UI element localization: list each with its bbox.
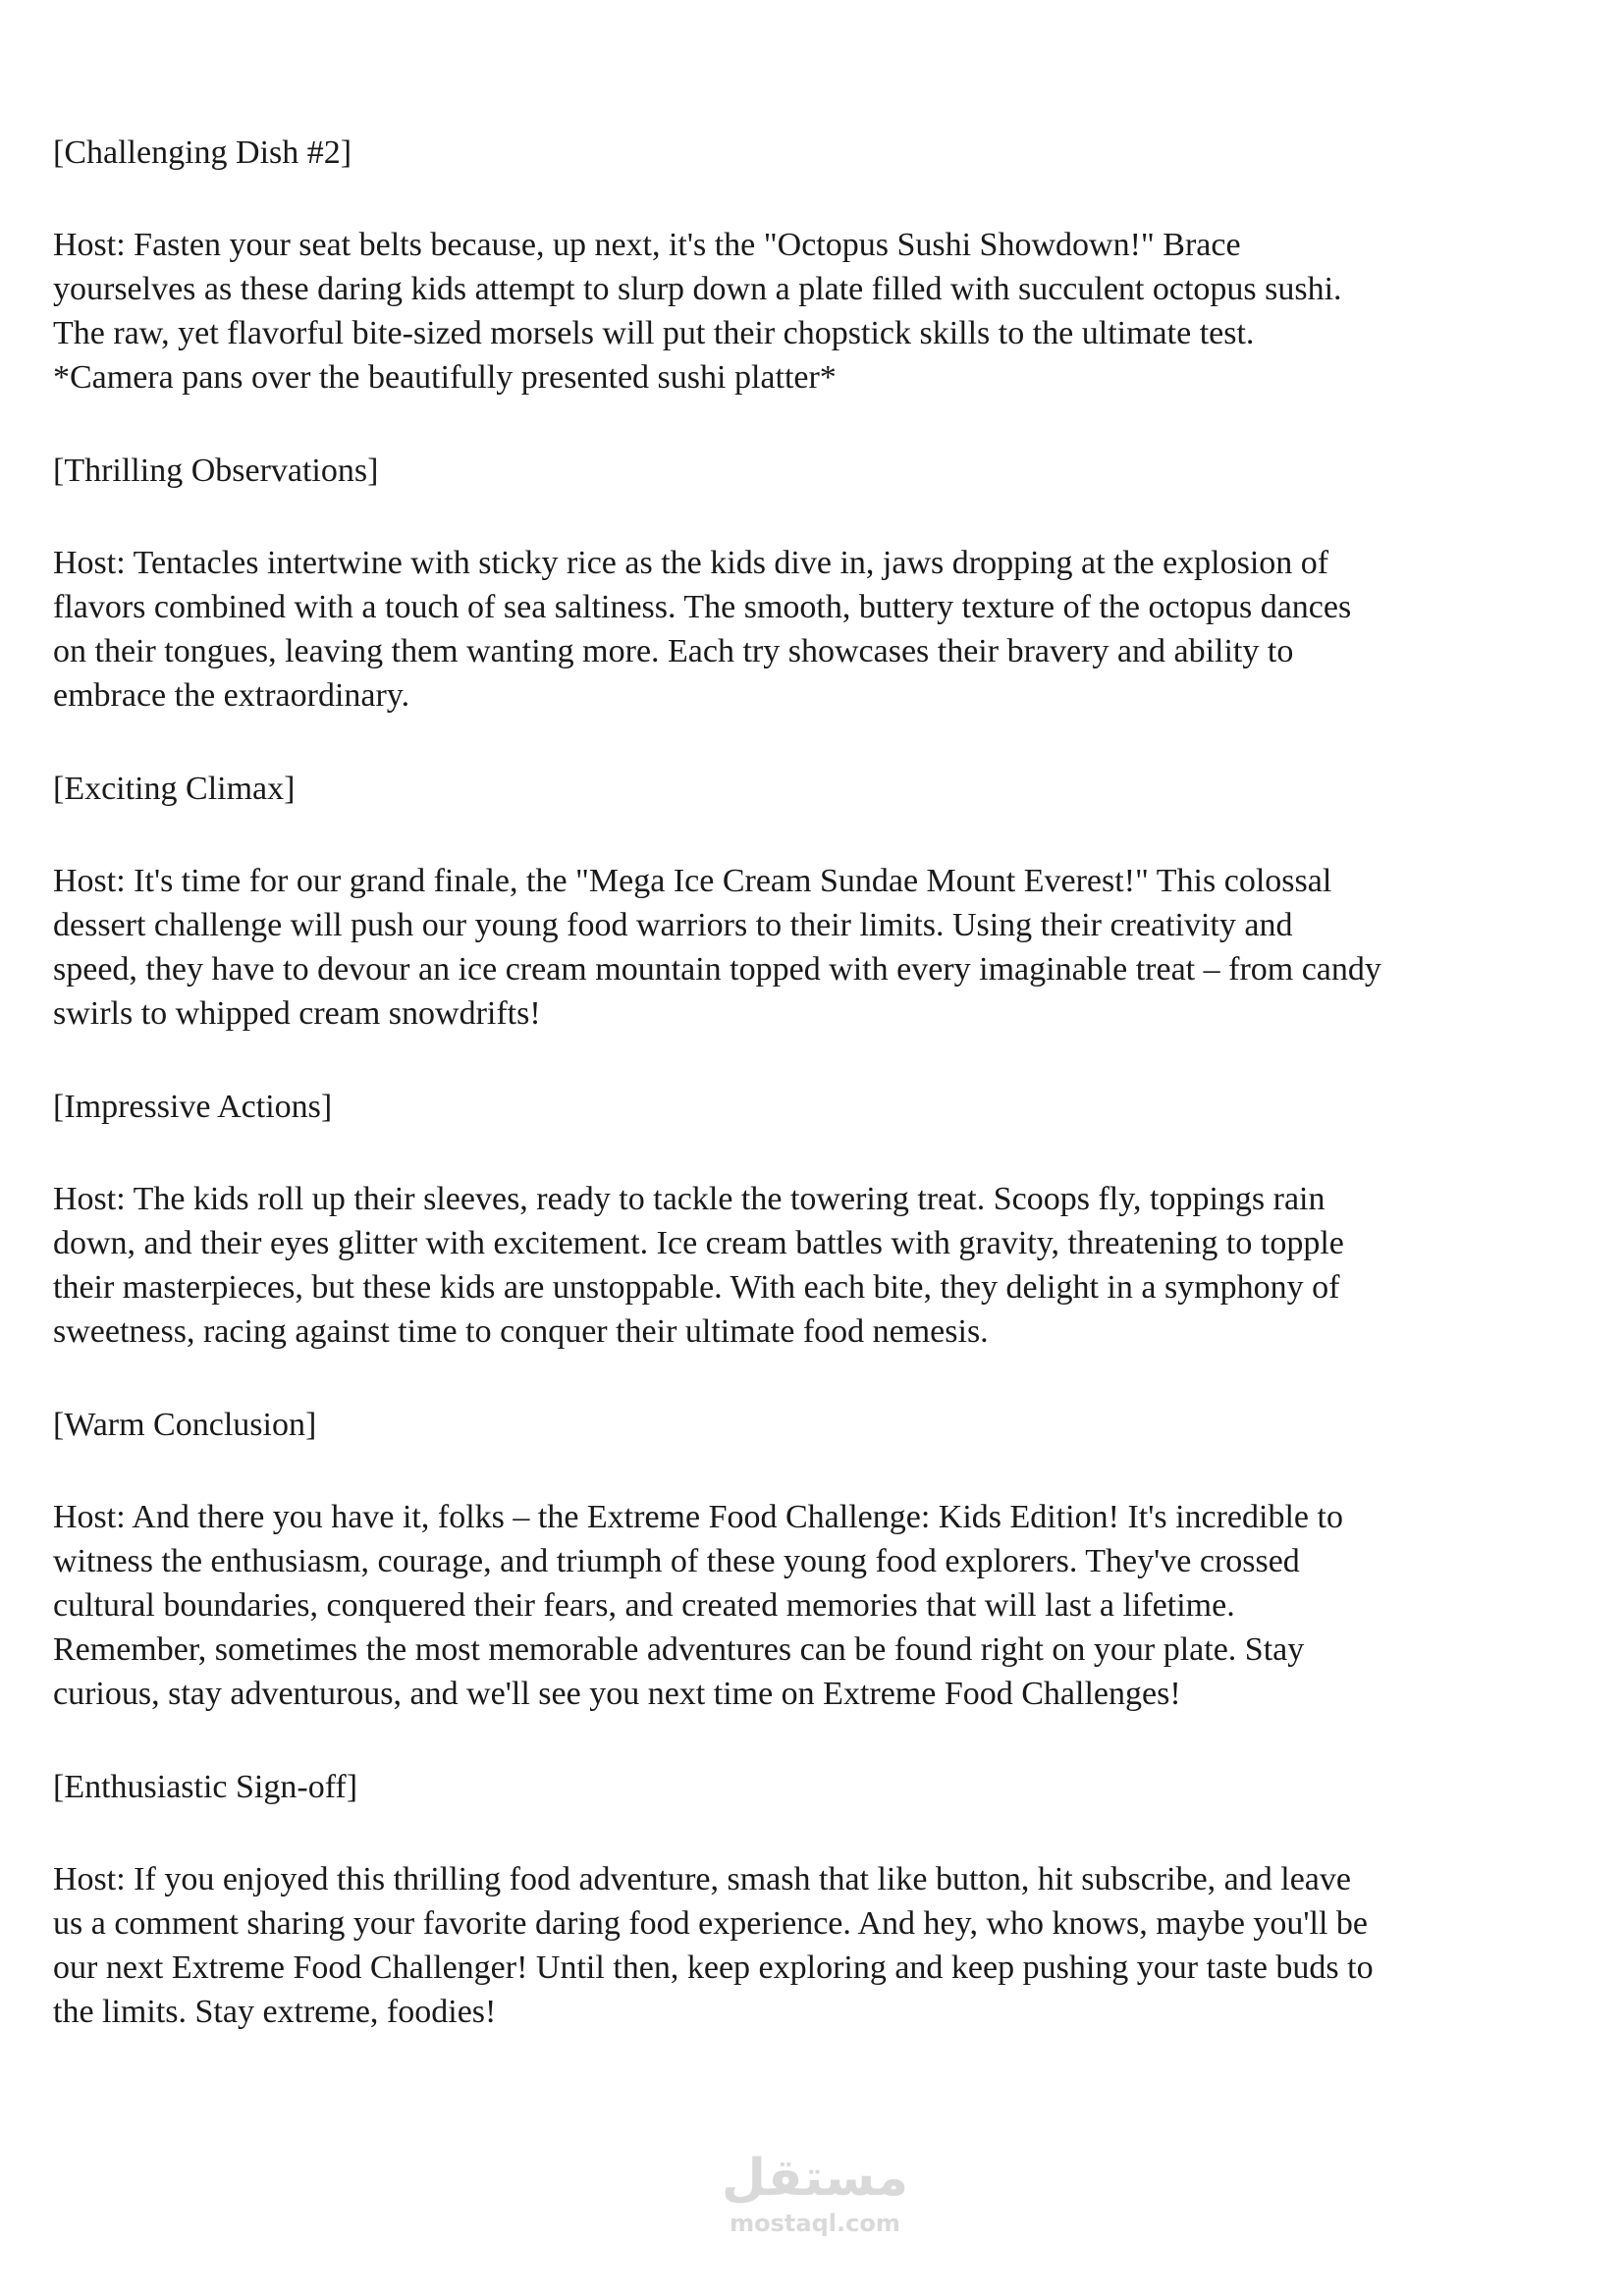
mostaql-watermark [707,2148,923,2256]
section-heading-impressive-actions: [Impressive Actions] [53,1089,333,1125]
section-heading-warm-conclusion: [Warm Conclusion] [53,1407,317,1443]
watermark-domain: mostaql.com [730,2210,900,2237]
section-heading-enthusiastic-sign-off: [Enthusiastic Sign-off] [53,1769,358,1805]
watermark-arabic-logo: مستقل [721,2149,909,2208]
section-heading-challenging-dish: [Challenging Dish #2] [53,134,352,171]
document-body [53,131,1585,2083]
section-heading-thrilling-observations: [Thrilling Observations] [53,453,379,489]
paragraph-octopus-sushi: Host: Fasten your seat belts because, up next, it's the "Octopus Sushi Showdown!" Brace yourselves as these daring kids attempt to slurp down a plate filled with succulent octopus sushi. The raw, yet flavorful bite-sized morsels will put their chopstick skills to the ultimate test. *Camera pans over the beautifully presented sushi platter* [53,227,1342,396]
paragraph-kids-roll-up: Host: The kids roll up their sleeves, ready to tackle the towering treat. Scoops fly, toppings rain down, and their eyes glitter with excitement. Ice cream battles with gravity, threatening to topple their masterpieces, but these kids are unstoppable. With each bite, they delight in a symphony of sweetness, racing against time to conquer their ultimate food nemesis. [53,1181,1344,1350]
paragraph-tentacles: Host: Tentacles intertwine with sticky rice as the kids dive in, jaws dropping at the explosion of flavors combined with a touch of sea saltiness. The smooth, buttery texture of the octopus dances on their tongues, leaving them wanting more. Each try showcases their bravery and ability to embrace the extraordinary. [53,545,1352,714]
paragraph-sign-off: Host: If you enjoyed this thrilling food adventure, smash that like button, hit subscribe, and leave us a comment sharing your favorite daring food experience. And hey, who knows, maybe you'll be our next Extreme Food Challenger! Until then, keep exploring and keep pushing your taste buds to the limits. Stay extreme, foodies! [53,1861,1374,2030]
paragraph-there-you-have-it: Host: And there you have it, folks – the Extreme Food Challenge: Kids Edition! It's incredible to witness the enthusiasm, courage, and triumph of these young food explorers. They've crossed cultural boundaries, conquered their fears, and created memories that will last a lifetime. Remember, sometimes the most memorable adventures can be found right on your plate. Stay curious, stay adventurous, and we'll see you next time on Extreme Food Challenges! [53,1499,1343,1712]
paragraph-grand-finale: Host: It's time for our grand finale, the "Mega Ice Cream Sundae Mount Everest!" This colossal dessert challenge will push our young food warriors to their limits. Using their creativity and speed, they have to devour an ice cream mountain topped with every imaginable treat – from candy swirls to whipped cream snowdrifts! [53,863,1381,1032]
section-heading-exciting-climax: [Exciting Climax] [53,771,296,807]
